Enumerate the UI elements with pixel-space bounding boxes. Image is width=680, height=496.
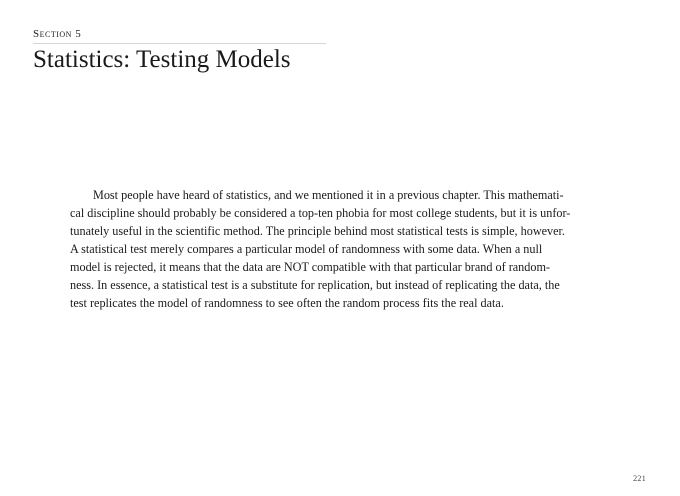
body-line: test replicates the model of randomness to see often the random process fits the real data. xyxy=(70,296,504,310)
body-line: tunately useful in the scientific method. The principle behind most statistical tests is simple, however. xyxy=(70,224,565,238)
body-line: ness. In essence, a statistical test is a substitute for replication, but instead of replicating the data, the xyxy=(70,278,560,292)
page-number: 221 xyxy=(633,474,646,483)
body-line: model is rejected, it means that the data are NOT compatible with that particular brand of random- xyxy=(70,260,550,274)
section-label: Section 5 xyxy=(33,27,326,44)
body-paragraph xyxy=(70,186,610,312)
body-line: cal discipline should probably be considered a top-ten phobia for most college students, but it is unfor- xyxy=(70,206,571,220)
section-header xyxy=(33,27,326,75)
section-title: Statistics: Testing Models xyxy=(33,46,291,73)
body-line: Most people have heard of statistics, and we mentioned it in a previous chapter. This mathemati- xyxy=(93,188,564,202)
body-line: A statistical test merely compares a particular model of randomness with some data. When a null xyxy=(70,242,543,256)
